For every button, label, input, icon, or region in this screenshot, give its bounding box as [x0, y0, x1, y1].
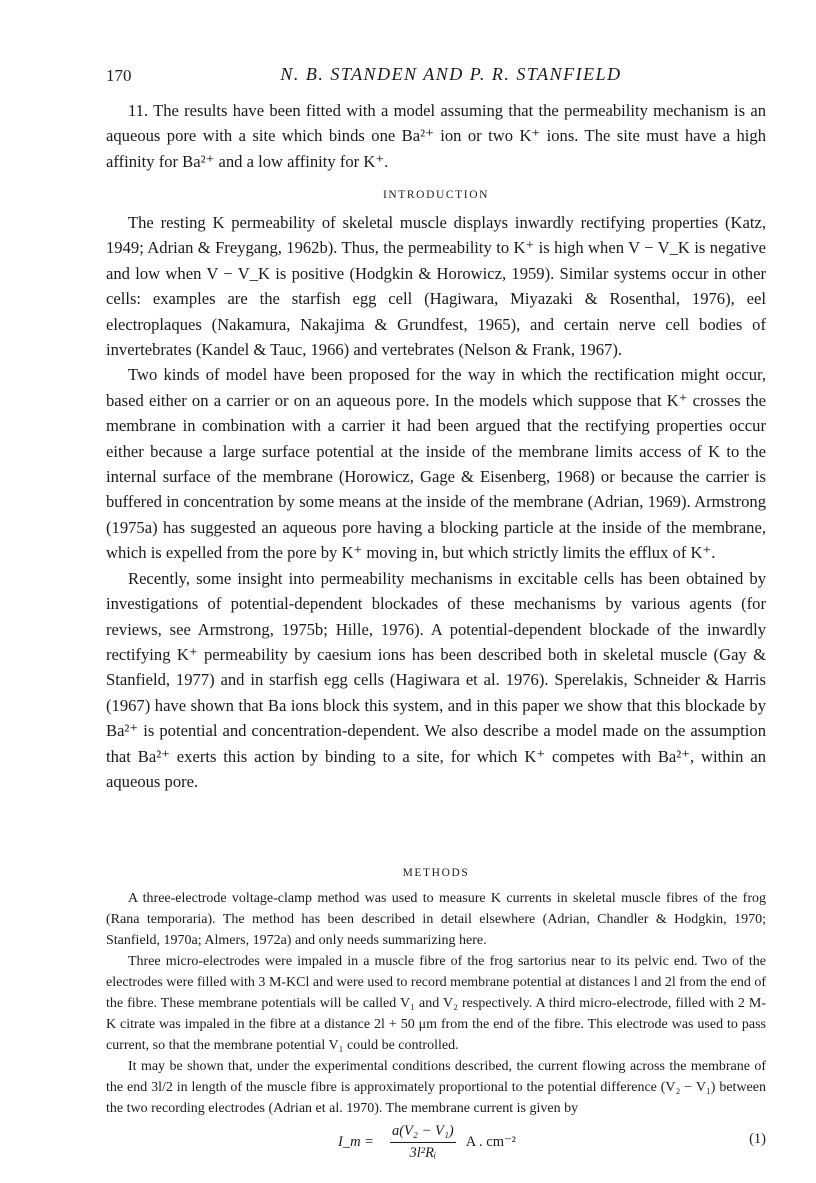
- methods-paragraph-2: Three micro-electrodes were impaled in a muscle fibre of the frog sartorius near to its pelvic end. Two of the electrodes were filled with 3 M-KCl and were used to record membrane potential at distances l and 2l from the end of the fibre. These membrane potentials will be called V₁ and V₂ respectively. A third micro-electrode, filled with 2 M-K citrate was impaled in the fibre at a distance 2l + 50 μm from the end of the fibre. This electrode was used to pass current, so that the membrane potential V₁ could be controlled.: [106, 954, 766, 1053]
- introduction-heading: INTRODUCTION: [382, 189, 490, 201]
- intro-paragraph-1: The resting K permeability of skeletal muscle displays inwardly rectifying properties (Katz, 1949; Adrian & Freygang, 1962b). Thus, the permeability to K⁺ is high when V − V_K is negative and low when V − V_K is positive (Hodgkin & Horowicz, 1959). Similar systems occur in other cells: examples are the starfish egg cell (Hagiwara, Miyazaki & Rosenthal, 1976), eel electroplaques (Nakamura, Nakajima & Grundfest, 1965), and certain nerve cell bodies of invertebrates (Kandel & Tauc, 1966) and vertebrates (Nelson & Frank, 1967).: [106, 213, 766, 360]
- methods-paragraph-3: It may be shown that, under the experimental conditions described, the current flowing across the membrane of the end 3l/2 in length of the muscle fibre is approximately proportional to the potential difference (V₂ − V₁) between the two recording electrodes (Adrian et al. 1970). The membrane current is given by: [106, 1059, 766, 1116]
- equation-lhs: I_m =: [338, 1133, 374, 1150]
- page-header: [106, 66, 766, 96]
- equation-denominator: 3l²Rᵢ: [409, 1144, 437, 1161]
- equation-1: [106, 1119, 766, 1165]
- methods-section: [106, 860, 766, 1165]
- running-head: N. B. STANDEN AND P. R. STANFIELD: [280, 64, 622, 84]
- summary-item-11: 11. The results have been fitted with a model assuming that the permeability mechanism is an aqueous pore with a site which binds one Ba²⁺ ion or two K⁺ ions. The site must have a high affinity for Ba²⁺ and a low affinity for K⁺.: [106, 101, 766, 171]
- methods-paragraph-1: A three-electrode voltage-clamp method was used to measure K currents in skeletal muscle fibres of the frog (Rana temporaria). The method has been described in detail elsewhere (Adrian, Chandler & Hodgkin, 1970; Stanfield, 1970a; Almers, 1972a) and only needs summarizing here.: [106, 891, 766, 948]
- intro-paragraph-3: Recently, some insight into permeability mechanisms in excitable cells has been obtained by investigations of potential-dependent blockades of these mechanisms by various agents (for reviews, see Armstrong, 1975b; Hille, 1976). A potential-dependent blockade of the inwardly rectifying K⁺ permeability by caesium ions has been described both in skeletal muscle (Gay & Stanfield, 1977) and in starfish egg cells (Hagiwara et al. 1976). Sperelakis, Schneider & Harris (1967) have shown that Ba ions block this system, and in this paper we show that this blockade by Ba²⁺ is potential and concentration-dependent. We also describe a model made on the assumption that Ba²⁺ exerts this action by binding to a site, for which K⁺ competes with Ba²⁺, within an aqueous pore.: [106, 568, 766, 791]
- methods-heading: METHODS: [402, 867, 470, 879]
- intro-paragraph-2: Two kinds of model have been proposed for the way in which the rectification might occur, based either on a carrier or on an aqueous pore. In the models which suppose that K⁺ crosses the membrane in combination with a carrier it had been argued that the rectifying properties occur either because a large surface potential at the inside of the membrane limits access of K to the internal surface of the membrane (Horowicz, Gage & Eisenberg, 1968) or because the carrier is buffered in concentration by some means at the inside of the membrane (Adrian, 1969). Armstrong (1975a) has suggested an aqueous pore having a blocking particle at the inside of the membrane, which is expelled from the pore by K⁺ moving in, but which strictly limits the efflux of K⁺.: [106, 365, 766, 563]
- equation-unit: A . cm⁻²: [465, 1133, 516, 1150]
- equation-numerator: a(V₂ − V₁): [390, 1123, 456, 1143]
- equation-number: (1): [749, 1131, 766, 1147]
- summary-tail-block: [106, 98, 766, 174]
- page-number: 170: [106, 66, 132, 85]
- introduction-section: [106, 182, 766, 794]
- equation-fraction: [390, 1123, 456, 1162]
